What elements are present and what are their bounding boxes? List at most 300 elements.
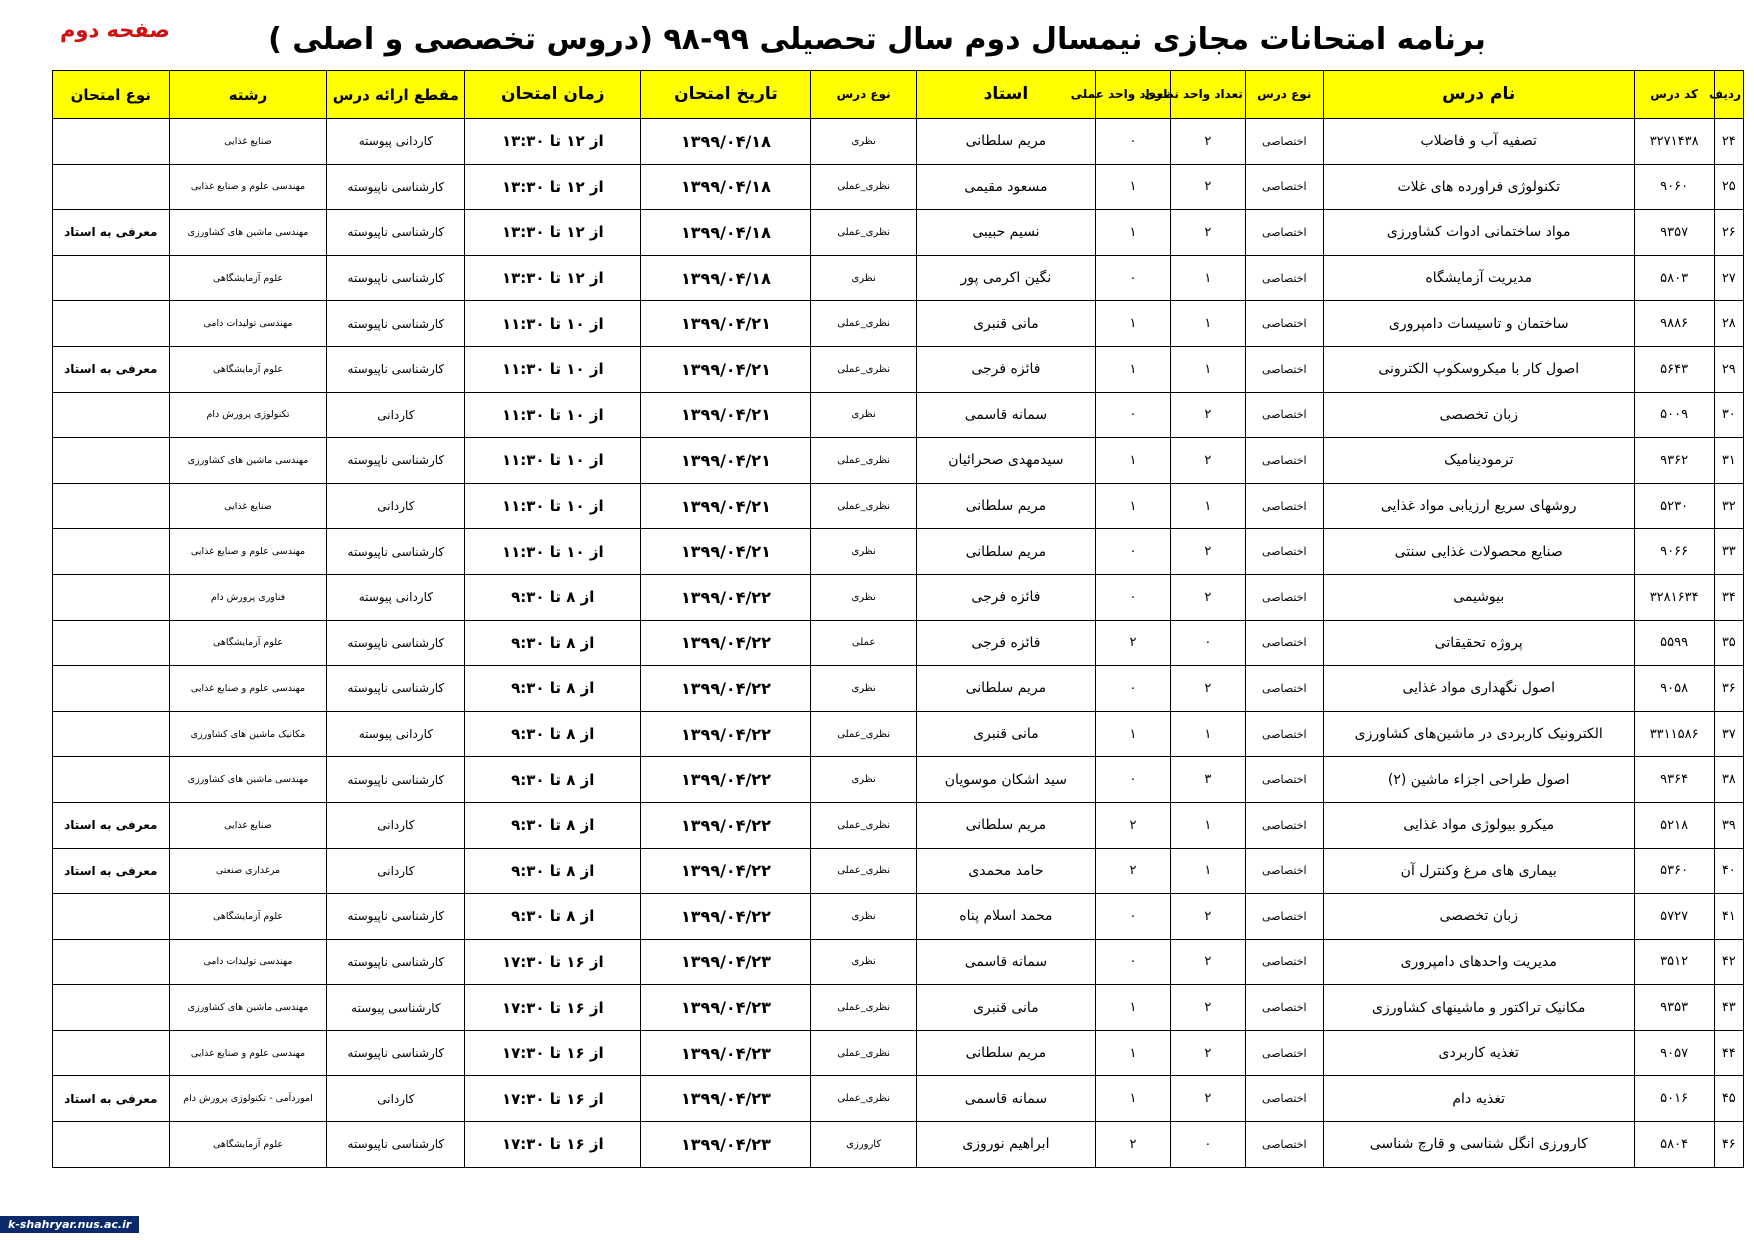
cell-major: فناوری پرورش دام [169,574,327,620]
table-row [53,438,1744,484]
cell-theory-units: ۱ [1170,301,1245,347]
header-course-type: نوع درس [1245,71,1323,119]
cell-theory-units: ۲ [1170,1076,1245,1122]
cell-theory-units: ۲ [1170,1030,1245,1076]
cell-exam-type: معرفی به استاد [53,848,170,894]
cell-row-number: ۲۶ [1714,210,1743,256]
cell-theory-units: ۲ [1170,438,1245,484]
cell-course-code: ۵۸۰۳ [1634,255,1714,301]
cell-exam-date: ۱۳۹۹/۰۴/۲۱ [641,483,811,529]
cell-theory-units: ۲ [1170,210,1245,256]
cell-major: علوم آزمایشگاهی [169,255,327,301]
cell-course-code: ۹۸۸۶ [1634,301,1714,347]
cell-theory-units: ۰ [1170,1122,1245,1168]
cell-course-type: اختصاصی [1245,620,1323,666]
cell-exam-date: ۱۳۹۹/۰۴/۲۳ [641,1030,811,1076]
cell-theory-units: ۲ [1170,392,1245,438]
cell-exam-date: ۱۳۹۹/۰۴/۲۱ [641,529,811,575]
cell-exam-type [53,939,170,985]
cell-exam-time: از ۸ تا ۹:۳۰ [465,757,641,803]
cell-row-number: ۲۴ [1714,119,1743,165]
cell-exam-type [53,757,170,803]
cell-course-kind: عملی [811,620,916,666]
table-row [53,483,1744,529]
cell-practical-units: ۰ [1096,939,1171,985]
cell-row-number: ۴۲ [1714,939,1743,985]
header-exam-time: زمان امتحان [465,71,641,119]
cell-row-number: ۴۰ [1714,848,1743,894]
cell-teacher: سیدمهدی صحرائیان [916,438,1095,484]
cell-exam-time: از ۱۰ تا ۱۱:۳۰ [465,392,641,438]
cell-level: کارشناسی پیوسته [327,985,465,1031]
cell-row-number: ۳۸ [1714,757,1743,803]
cell-teacher: نسیم حبیبی [916,210,1095,256]
cell-course-name: مدیریت واحدهای دامپروری [1323,939,1634,985]
cell-level: کاردانی پیوسته [327,711,465,757]
cell-course-code: ۳۵۱۲ [1634,939,1714,985]
cell-course-code: ۳۲۸۱۶۳۴ [1634,574,1714,620]
cell-course-name: زبان تخصصی [1323,894,1634,940]
cell-teacher: مریم سلطانی [916,802,1095,848]
cell-teacher: مانی قنبری [916,711,1095,757]
cell-course-code: ۵۸۰۴ [1634,1122,1714,1168]
cell-course-name: الکترونیک کاربردی در ماشین‌های کشاورزی [1323,711,1634,757]
cell-exam-time: از ۱۲ تا ۱۳:۳۰ [465,119,641,165]
cell-level: کارشناسی ناپیوسته [327,939,465,985]
cell-course-name: میکرو بیولوژی مواد غذایی [1323,802,1634,848]
cell-exam-time: از ۱۶ تا ۱۷:۳۰ [465,985,641,1031]
cell-course-kind: نظری [811,119,916,165]
cell-major: علوم آزمایشگاهی [169,346,327,392]
cell-teacher: مانی قنبری [916,985,1095,1031]
cell-course-name: تکنولوژی فراورده های غلات [1323,164,1634,210]
cell-teacher: مریم سلطانی [916,529,1095,575]
cell-theory-units: ۲ [1170,666,1245,712]
cell-theory-units: ۱ [1170,346,1245,392]
cell-level: کارشناسی ناپیوسته [327,301,465,347]
table-row [53,757,1744,803]
cell-row-number: ۲۵ [1714,164,1743,210]
cell-exam-date: ۱۳۹۹/۰۴/۲۳ [641,1122,811,1168]
cell-major: مهندسی علوم و صنایع غذایی [169,164,327,210]
cell-exam-date: ۱۳۹۹/۰۴/۲۱ [641,301,811,347]
cell-exam-time: از ۸ تا ۹:۳۰ [465,848,641,894]
cell-course-kind: نظری_عملی [811,346,916,392]
cell-theory-units: ۰ [1170,620,1245,666]
cell-major: علوم آزمایشگاهی [169,620,327,666]
cell-exam-time: از ۱۲ تا ۱۳:۳۰ [465,164,641,210]
cell-course-type: اختصاصی [1245,574,1323,620]
cell-course-code: ۹۳۵۷ [1634,210,1714,256]
cell-major: مهندسی ماشین های کشاورزی [169,210,327,256]
header-teacher: استاد [916,71,1095,119]
cell-practical-units: ۰ [1096,529,1171,575]
cell-row-number: ۴۵ [1714,1076,1743,1122]
table-row [53,985,1744,1031]
cell-exam-date: ۱۳۹۹/۰۴/۲۲ [641,894,811,940]
cell-level: کاردانی [327,802,465,848]
cell-course-kind: نظری_عملی [811,711,916,757]
cell-major: علوم آزمایشگاهی [169,894,327,940]
cell-theory-units: ۲ [1170,894,1245,940]
cell-exam-time: از ۱۰ تا ۱۱:۳۰ [465,529,641,575]
cell-theory-units: ۲ [1170,985,1245,1031]
cell-practical-units: ۱ [1096,483,1171,529]
cell-exam-time: از ۱۰ تا ۱۱:۳۰ [465,483,641,529]
cell-theory-units: ۲ [1170,164,1245,210]
cell-course-type: اختصاصی [1245,985,1323,1031]
cell-exam-time: از ۸ تا ۹:۳۰ [465,620,641,666]
cell-row-number: ۴۳ [1714,985,1743,1031]
table-row [53,346,1744,392]
table-body [53,119,1744,1168]
cell-course-kind: نظری_عملی [811,848,916,894]
cell-teacher: فائزه فرجی [916,346,1095,392]
cell-course-name: ساختمان و تاسیسات دامپروری [1323,301,1634,347]
cell-exam-type [53,620,170,666]
cell-theory-units: ۲ [1170,939,1245,985]
page-label: صفحه دوم [60,18,170,42]
cell-major: مهندسی تولیدات دامی [169,939,327,985]
cell-exam-time: از ۱۶ تا ۱۷:۳۰ [465,939,641,985]
cell-course-type: اختصاصی [1245,210,1323,256]
cell-teacher: محمد اسلام پناه [916,894,1095,940]
cell-theory-units: ۳ [1170,757,1245,803]
table-row [53,574,1744,620]
table-row [53,939,1744,985]
cell-major: صنایع غذایی [169,119,327,165]
cell-teacher: سمانه قاسمی [916,939,1095,985]
cell-practical-units: ۱ [1096,164,1171,210]
cell-course-name: اصول طراحی اجزاء ماشین (۲) [1323,757,1634,803]
cell-course-kind: نظری_عملی [811,301,916,347]
cell-row-number: ۲۹ [1714,346,1743,392]
header-theory-units: تعداد واحد نظری [1170,71,1245,119]
header-level: مقطع ارائه درس [327,71,465,119]
cell-course-kind: نظری_عملی [811,1030,916,1076]
cell-exam-time: از ۸ تا ۹:۳۰ [465,666,641,712]
cell-teacher: سمانه قاسمی [916,392,1095,438]
exam-schedule-table [52,70,1744,1168]
cell-row-number: ۲۷ [1714,255,1743,301]
cell-teacher: ابراهیم نوروزی [916,1122,1095,1168]
cell-level: کارشناسی ناپیوسته [327,894,465,940]
cell-course-code: ۹۰۵۸ [1634,666,1714,712]
cell-course-code: ۹۰۵۷ [1634,1030,1714,1076]
table-row [53,1030,1744,1076]
cell-level: کارشناسی ناپیوسته [327,164,465,210]
cell-course-name: مواد ساختمانی ادوات کشاورزی [1323,210,1634,256]
cell-exam-type [53,894,170,940]
cell-course-kind: نظری [811,939,916,985]
cell-course-name: پروژه تحقیقاتی [1323,620,1634,666]
cell-course-code: ۵۲۱۸ [1634,802,1714,848]
header-course-code: کد درس [1634,71,1714,119]
cell-practical-units: ۱ [1096,985,1171,1031]
cell-row-number: ۴۱ [1714,894,1743,940]
cell-practical-units: ۰ [1096,392,1171,438]
cell-course-kind: نظری [811,894,916,940]
cell-course-type: اختصاصی [1245,848,1323,894]
cell-exam-type [53,483,170,529]
cell-course-code: ۹۰۶۰ [1634,164,1714,210]
cell-practical-units: ۱ [1096,210,1171,256]
cell-row-number: ۳۵ [1714,620,1743,666]
cell-teacher: مسعود مقیمی [916,164,1095,210]
cell-exam-time: از ۸ تا ۹:۳۰ [465,802,641,848]
cell-major: تکنولوژی پرورش دام [169,392,327,438]
cell-level: کارشناسی ناپیوسته [327,529,465,575]
cell-exam-type [53,1122,170,1168]
cell-row-number: ۲۸ [1714,301,1743,347]
cell-course-kind: نظری_عملی [811,483,916,529]
table-row [53,1122,1744,1168]
cell-practical-units: ۲ [1096,848,1171,894]
cell-exam-date: ۱۳۹۹/۰۴/۲۲ [641,574,811,620]
cell-teacher: مریم سلطانی [916,666,1095,712]
cell-exam-type: معرفی به استاد [53,210,170,256]
cell-practical-units: ۰ [1096,119,1171,165]
cell-course-type: اختصاصی [1245,1076,1323,1122]
cell-major: علوم آزمایشگاهی [169,1122,327,1168]
cell-teacher: مریم سلطانی [916,483,1095,529]
cell-course-type: اختصاصی [1245,483,1323,529]
cell-theory-units: ۲ [1170,119,1245,165]
cell-practical-units: ۰ [1096,757,1171,803]
cell-course-name: تغذیه کاربردی [1323,1030,1634,1076]
cell-course-type: اختصاصی [1245,529,1323,575]
cell-level: کارشناسی ناپیوسته [327,666,465,712]
cell-course-kind: کارورزی [811,1122,916,1168]
cell-course-type: اختصاصی [1245,894,1323,940]
cell-exam-type: معرفی به استاد [53,346,170,392]
cell-major: مکانیک ماشین های کشاورزی [169,711,327,757]
cell-practical-units: ۲ [1096,1122,1171,1168]
cell-course-code: ۹۳۶۴ [1634,757,1714,803]
cell-exam-type: معرفی به استاد [53,802,170,848]
cell-course-kind: نظری_عملی [811,985,916,1031]
cell-course-kind: نظری [811,529,916,575]
cell-course-kind: نظری_عملی [811,802,916,848]
cell-level: کاردانی [327,392,465,438]
cell-exam-type [53,1030,170,1076]
cell-teacher: مریم سلطانی [916,1030,1095,1076]
cell-course-code: ۵۶۴۳ [1634,346,1714,392]
cell-exam-date: ۱۳۹۹/۰۴/۲۱ [641,392,811,438]
cell-theory-units: ۱ [1170,255,1245,301]
cell-major: مهندسی ماشین های کشاورزی [169,757,327,803]
cell-exam-type [53,392,170,438]
cell-level: کارشناسی ناپیوسته [327,210,465,256]
cell-course-code: ۵۵۹۹ [1634,620,1714,666]
cell-practical-units: ۱ [1096,1030,1171,1076]
cell-exam-date: ۱۳۹۹/۰۴/۲۲ [641,620,811,666]
cell-teacher: فائزه فرجی [916,574,1095,620]
cell-major: صنایع غذایی [169,802,327,848]
cell-course-type: اختصاصی [1245,802,1323,848]
cell-practical-units: ۰ [1096,666,1171,712]
cell-exam-type [53,164,170,210]
cell-row-number: ۳۲ [1714,483,1743,529]
cell-teacher: نگین اکرمی پور [916,255,1095,301]
cell-level: کاردانی [327,1076,465,1122]
table-row [53,1076,1744,1122]
cell-course-code: ۹۰۶۶ [1634,529,1714,575]
cell-theory-units: ۲ [1170,574,1245,620]
header-row-number: ردیف [1714,71,1743,119]
site-watermark: k-shahryar.nus.ac.ir [0,1216,139,1233]
header-exam-date: تاریخ امتحان [641,71,811,119]
cell-major: مهندسی ماشین های کشاورزی [169,985,327,1031]
cell-theory-units: ۲ [1170,529,1245,575]
cell-practical-units: ۱ [1096,438,1171,484]
table-row [53,529,1744,575]
table-row [53,164,1744,210]
table-row [53,894,1744,940]
cell-exam-type [53,529,170,575]
cell-course-name: روشهای سریع ارزیابی مواد غذایی [1323,483,1634,529]
cell-major: مهندسی علوم و صنایع غذایی [169,529,327,575]
cell-exam-type [53,574,170,620]
cell-level: کاردانی پیوسته [327,574,465,620]
cell-course-name: اصول نگهداری مواد غذایی [1323,666,1634,712]
cell-exam-type [53,711,170,757]
cell-exam-time: از ۸ تا ۹:۳۰ [465,894,641,940]
cell-teacher: حامد محمدی [916,848,1095,894]
cell-exam-type [53,438,170,484]
cell-course-name: صنایع محصولات غذایی سنتی [1323,529,1634,575]
cell-course-type: اختصاصی [1245,255,1323,301]
table-row [53,392,1744,438]
page-title: برنامه امتحانات مجازی نیمسال دوم سال تحصیلی ۹۹-۹۸ (دروس تخصصی و اصلی ) [268,22,1486,57]
cell-major: امورداَمی - تکنولوژی پرورش دام [169,1076,327,1122]
cell-exam-date: ۱۳۹۹/۰۴/۲۱ [641,438,811,484]
cell-course-type: اختصاصی [1245,392,1323,438]
cell-course-name: تصفیه آب و فاضلاب [1323,119,1634,165]
table-row [53,666,1744,712]
cell-course-name: مکانیک تراکتور و ماشینهای کشاورزی [1323,985,1634,1031]
header-row [53,71,1744,119]
cell-major: مرغداری صنعتی [169,848,327,894]
cell-exam-time: از ۱۶ تا ۱۷:۳۰ [465,1030,641,1076]
cell-course-name: بیماری های مرغ وکنترل آن [1323,848,1634,894]
cell-course-kind: نظری [811,392,916,438]
cell-course-name: مدیریت آزمایشگاه [1323,255,1634,301]
cell-course-type: اختصاصی [1245,164,1323,210]
cell-exam-date: ۱۳۹۹/۰۴/۱۸ [641,210,811,256]
cell-course-code: ۹۳۵۳ [1634,985,1714,1031]
table-row [53,119,1744,165]
cell-exam-time: از ۱۰ تا ۱۱:۳۰ [465,438,641,484]
cell-level: کارشناسی ناپیوسته [327,438,465,484]
table-row [53,802,1744,848]
cell-row-number: ۳۴ [1714,574,1743,620]
cell-row-number: ۴۶ [1714,1122,1743,1168]
cell-course-name: زبان تخصصی [1323,392,1634,438]
cell-course-kind: نظری [811,255,916,301]
cell-major: صنایع غذایی [169,483,327,529]
header-practical-units: تعداد واحد عملی [1096,71,1171,119]
header-major: رشته [169,71,327,119]
cell-exam-time: از ۱۶ تا ۱۷:۳۰ [465,1122,641,1168]
cell-exam-date: ۱۳۹۹/۰۴/۲۳ [641,985,811,1031]
cell-exam-date: ۱۳۹۹/۰۴/۲۱ [641,346,811,392]
cell-course-name: بیوشیمی [1323,574,1634,620]
cell-practical-units: ۱ [1096,301,1171,347]
cell-course-type: اختصاصی [1245,301,1323,347]
cell-row-number: ۴۴ [1714,1030,1743,1076]
cell-course-kind: نظری_عملی [811,1076,916,1122]
cell-course-type: اختصاصی [1245,1030,1323,1076]
cell-exam-type: معرفی به استاد [53,1076,170,1122]
cell-course-kind: نظری_عملی [811,210,916,256]
cell-course-type: اختصاصی [1245,346,1323,392]
cell-level: کارشناسی ناپیوسته [327,1122,465,1168]
table-row [53,301,1744,347]
cell-course-type: اختصاصی [1245,939,1323,985]
cell-practical-units: ۰ [1096,574,1171,620]
header-course-name: نام درس [1323,71,1634,119]
header-course-kind: نوع درس [811,71,916,119]
cell-level: کاردانی پیوسته [327,119,465,165]
cell-level: کاردانی [327,483,465,529]
cell-course-kind: نظری_عملی [811,164,916,210]
cell-exam-type [53,119,170,165]
cell-course-kind: نظری [811,666,916,712]
cell-row-number: ۳۰ [1714,392,1743,438]
cell-row-number: ۳۳ [1714,529,1743,575]
cell-course-name: ترمودینامیک [1323,438,1634,484]
cell-course-code: ۳۳۱۱۵۸۶ [1634,711,1714,757]
cell-course-code: ۵۰۰۹ [1634,392,1714,438]
cell-course-code: ۹۳۶۲ [1634,438,1714,484]
cell-level: کاردانی [327,848,465,894]
cell-course-code: ۵۳۶۰ [1634,848,1714,894]
cell-teacher: مریم سلطانی [916,119,1095,165]
cell-exam-type [53,985,170,1031]
header-exam-type: نوع امتحان [53,71,170,119]
cell-practical-units: ۱ [1096,1076,1171,1122]
cell-level: کارشناسی ناپیوسته [327,757,465,803]
cell-exam-date: ۱۳۹۹/۰۴/۱۸ [641,119,811,165]
cell-course-code: ۵۷۲۷ [1634,894,1714,940]
cell-course-kind: نظری_عملی [811,438,916,484]
cell-exam-time: از ۸ تا ۹:۳۰ [465,711,641,757]
cell-exam-date: ۱۳۹۹/۰۴/۱۸ [641,164,811,210]
cell-row-number: ۳۶ [1714,666,1743,712]
cell-exam-date: ۱۳۹۹/۰۴/۲۲ [641,757,811,803]
cell-course-name: کارورزی انگل شناسی و قارچ شناسی [1323,1122,1634,1168]
table-row [53,210,1744,256]
table-row [53,711,1744,757]
cell-course-code: ۳۲۷۱۴۳۸ [1634,119,1714,165]
cell-course-name: تغذیه دام [1323,1076,1634,1122]
cell-course-kind: نظری [811,574,916,620]
cell-exam-date: ۱۳۹۹/۰۴/۲۳ [641,1076,811,1122]
cell-level: کارشناسی ناپیوسته [327,346,465,392]
cell-teacher: سید اشکان موسویان [916,757,1095,803]
cell-major: مهندسی تولیدات دامی [169,301,327,347]
cell-theory-units: ۱ [1170,483,1245,529]
table-row [53,255,1744,301]
cell-teacher: فائزه فرجی [916,620,1095,666]
cell-theory-units: ۱ [1170,848,1245,894]
cell-theory-units: ۱ [1170,711,1245,757]
table-row [53,848,1744,894]
cell-course-type: اختصاصی [1245,711,1323,757]
cell-row-number: ۳۹ [1714,802,1743,848]
cell-exam-type [53,666,170,712]
